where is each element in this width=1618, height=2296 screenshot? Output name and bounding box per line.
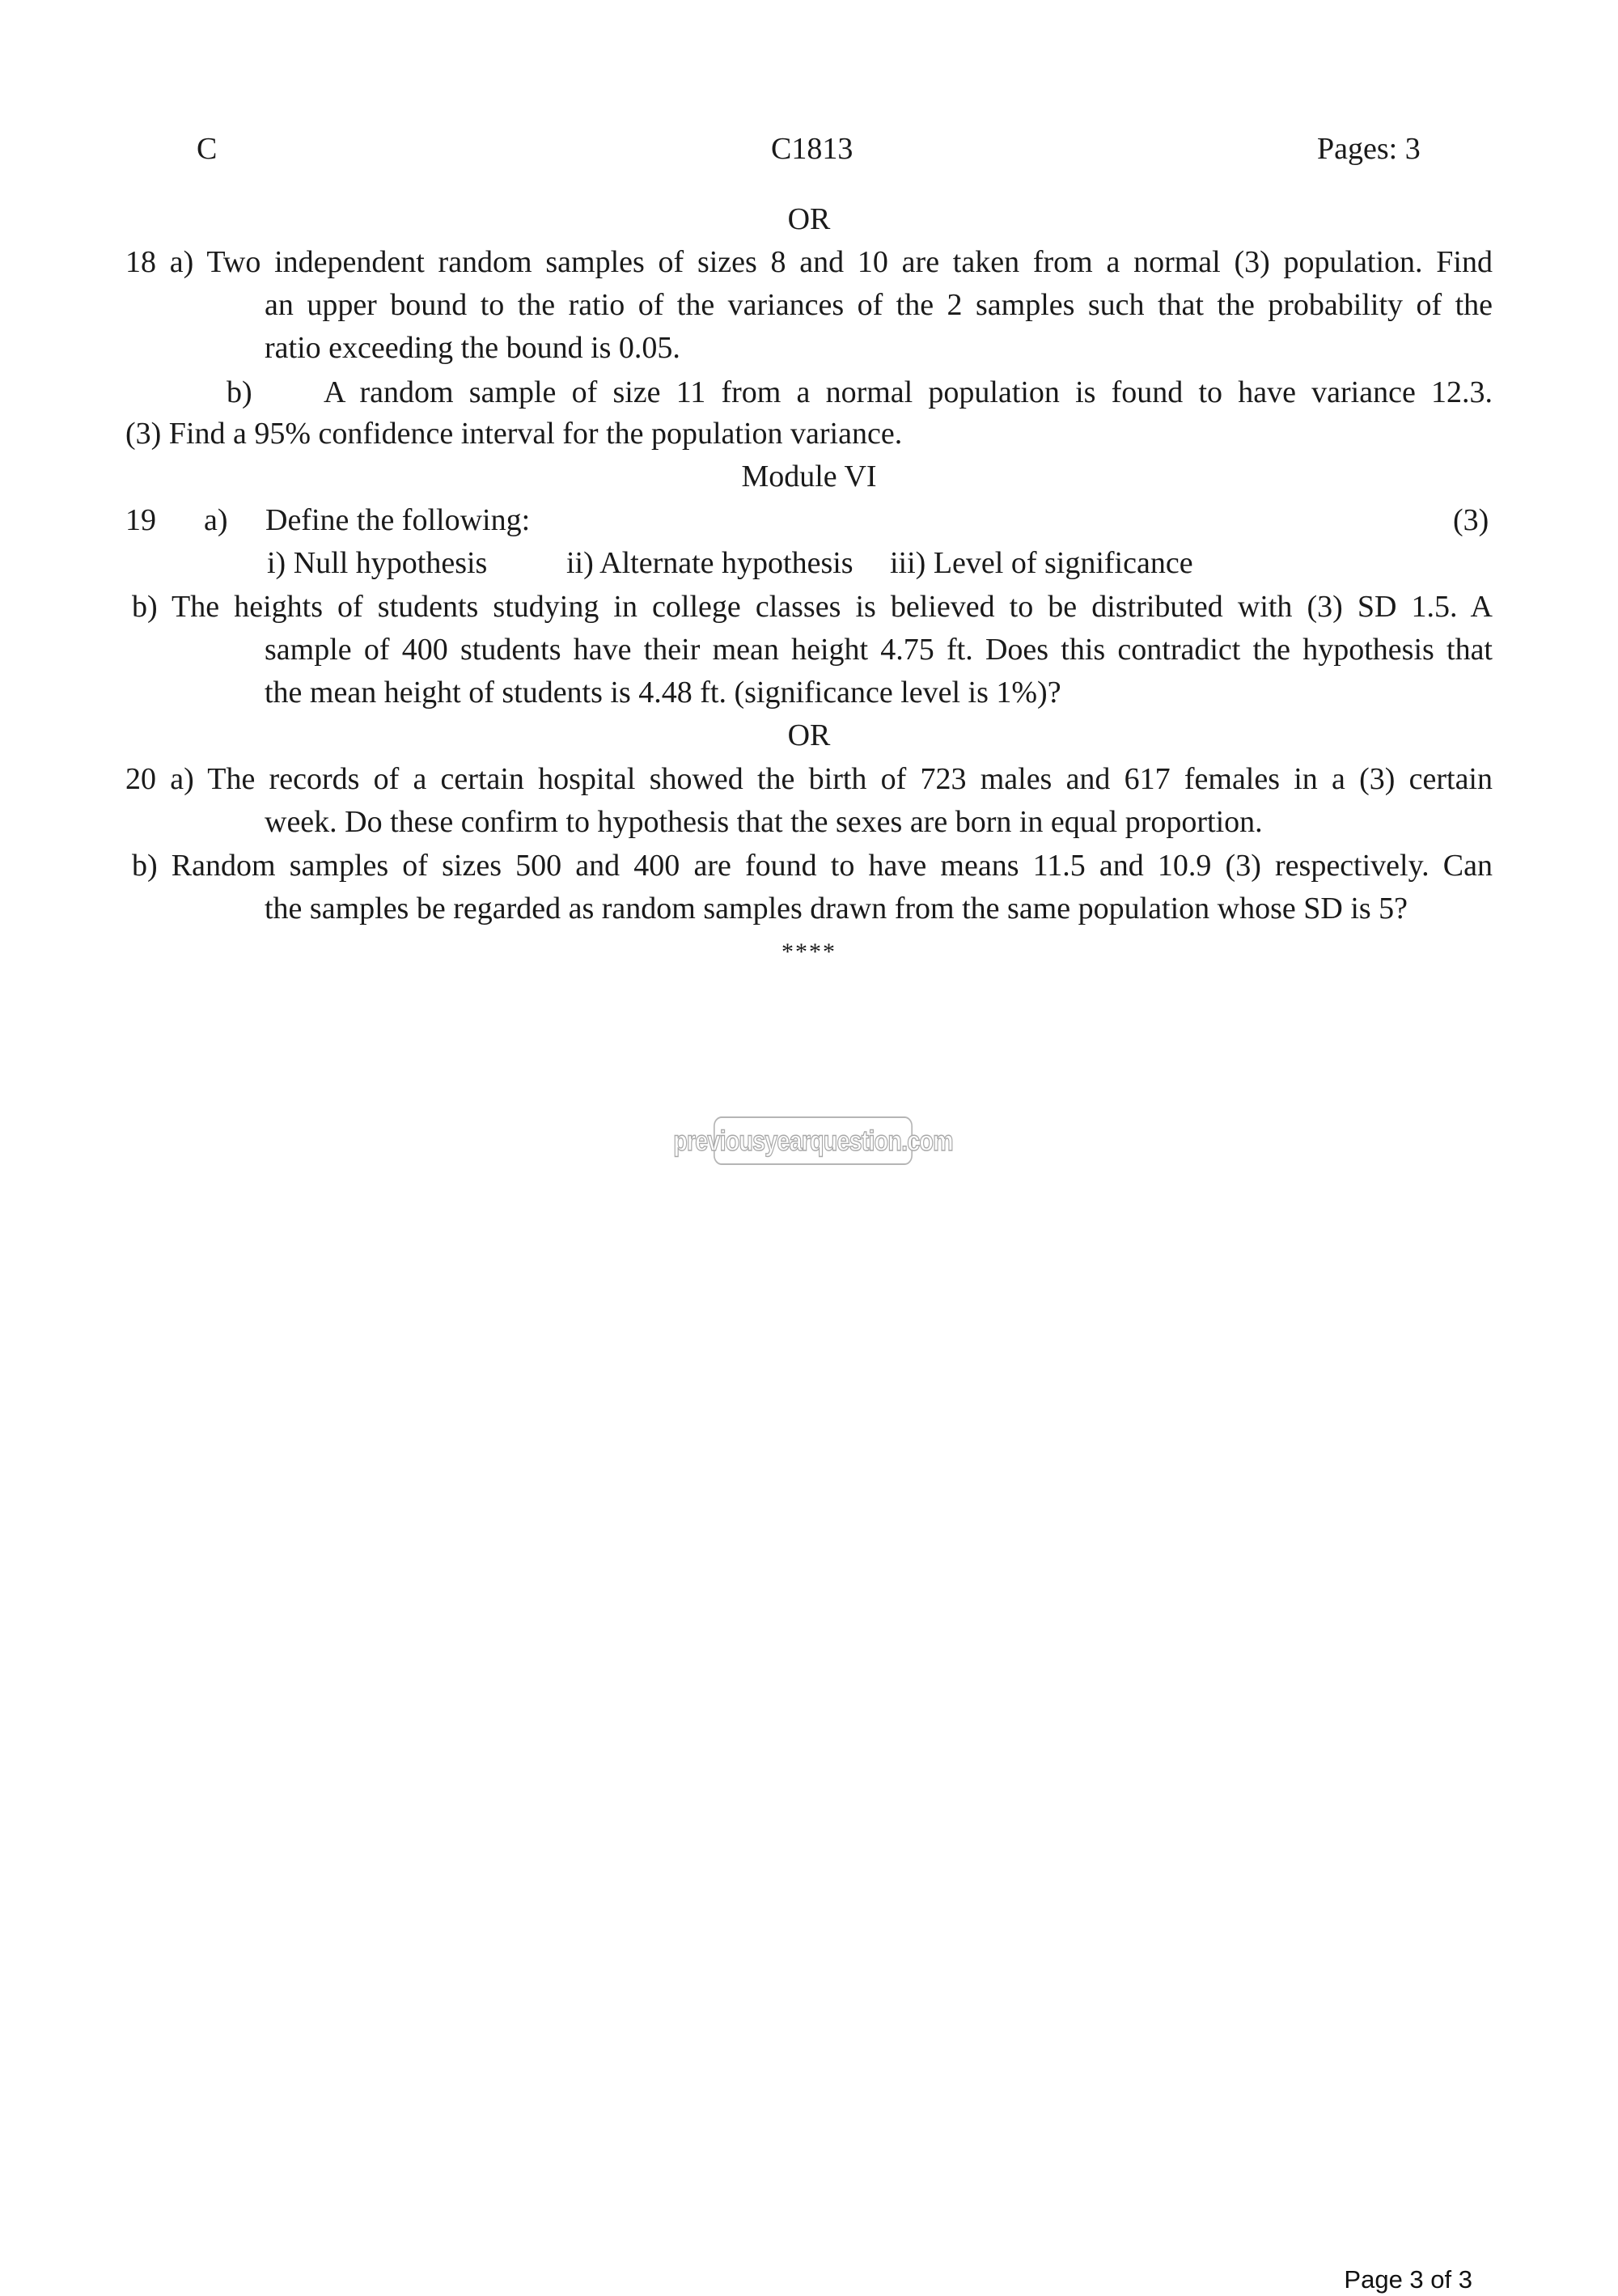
q19b-line-3: the mean height of students is 4.48 ft. (significance level is 1%)? (265, 676, 1061, 710)
q19a-item-level-of-significance: iii) Level of significance (890, 546, 1193, 580)
header-left-letter: C (197, 132, 218, 166)
q19b-line-2: sample of 400 students have their mean height 4.75 ft. Does this contradict the hypothesis that (265, 633, 1493, 667)
q19a-marks: (3) (1453, 503, 1489, 537)
q19-number: 19 (125, 503, 156, 537)
q18a-line-1: 18 a) Two independent random samples of sizes 8 and 10 are taken from a normal (3) population. Find (125, 245, 1493, 279)
end-of-paper-mark: **** (781, 938, 837, 965)
module-heading: Module VI (741, 460, 877, 494)
q18b-line-1: A random sample of size 11 from a normal population is found to have variance 12.3. (324, 375, 1493, 409)
q19b-line-1: b) The heights of students studying in college classes is believed to be distributed with (3) SD 1.5. A (132, 590, 1493, 624)
or-separator: OR (787, 202, 831, 236)
q19a-item-null-hypothesis: i) Null hypothesis (267, 546, 488, 580)
q20a-line-1: 20 a) The records of a certain hospital showed the birth of 723 males and 617 females in a (3) certain (125, 762, 1493, 796)
q18b-line-2: (3) Find a 95% confidence interval for the population variance. (125, 417, 903, 451)
or-separator: OR (787, 718, 831, 752)
q19a-label: a) (204, 503, 228, 537)
site-watermark: previousyearquestion.com (714, 1116, 913, 1165)
q20a-line-2: week. Do these confirm to hypothesis that the sexes are born in equal proportion. (265, 805, 1263, 839)
page-footer: Page 3 of 3 (1344, 2265, 1472, 2294)
q18b-label: b) (227, 375, 252, 409)
q18a-line-3: ratio exceeding the bound is 0.05. (265, 331, 680, 365)
paper-code: C1813 (771, 132, 853, 166)
q18a-line-2: an upper bound to the ratio of the variances of the 2 samples such that the probability of the (265, 288, 1493, 322)
q20b-line-2: the samples be regarded as random samples drawn from the same population whose SD is 5? (265, 892, 1408, 926)
page-count: Pages: 3 (1317, 132, 1421, 166)
q19a-item-alternate-hypothesis: ii) Alternate hypothesis (566, 546, 853, 580)
q19a-text: Define the following: (265, 503, 531, 537)
q20b-line-1: b) Random samples of sizes 500 and 400 are found to have means 11.5 and 10.9 (3) respectively. Can (132, 849, 1493, 883)
